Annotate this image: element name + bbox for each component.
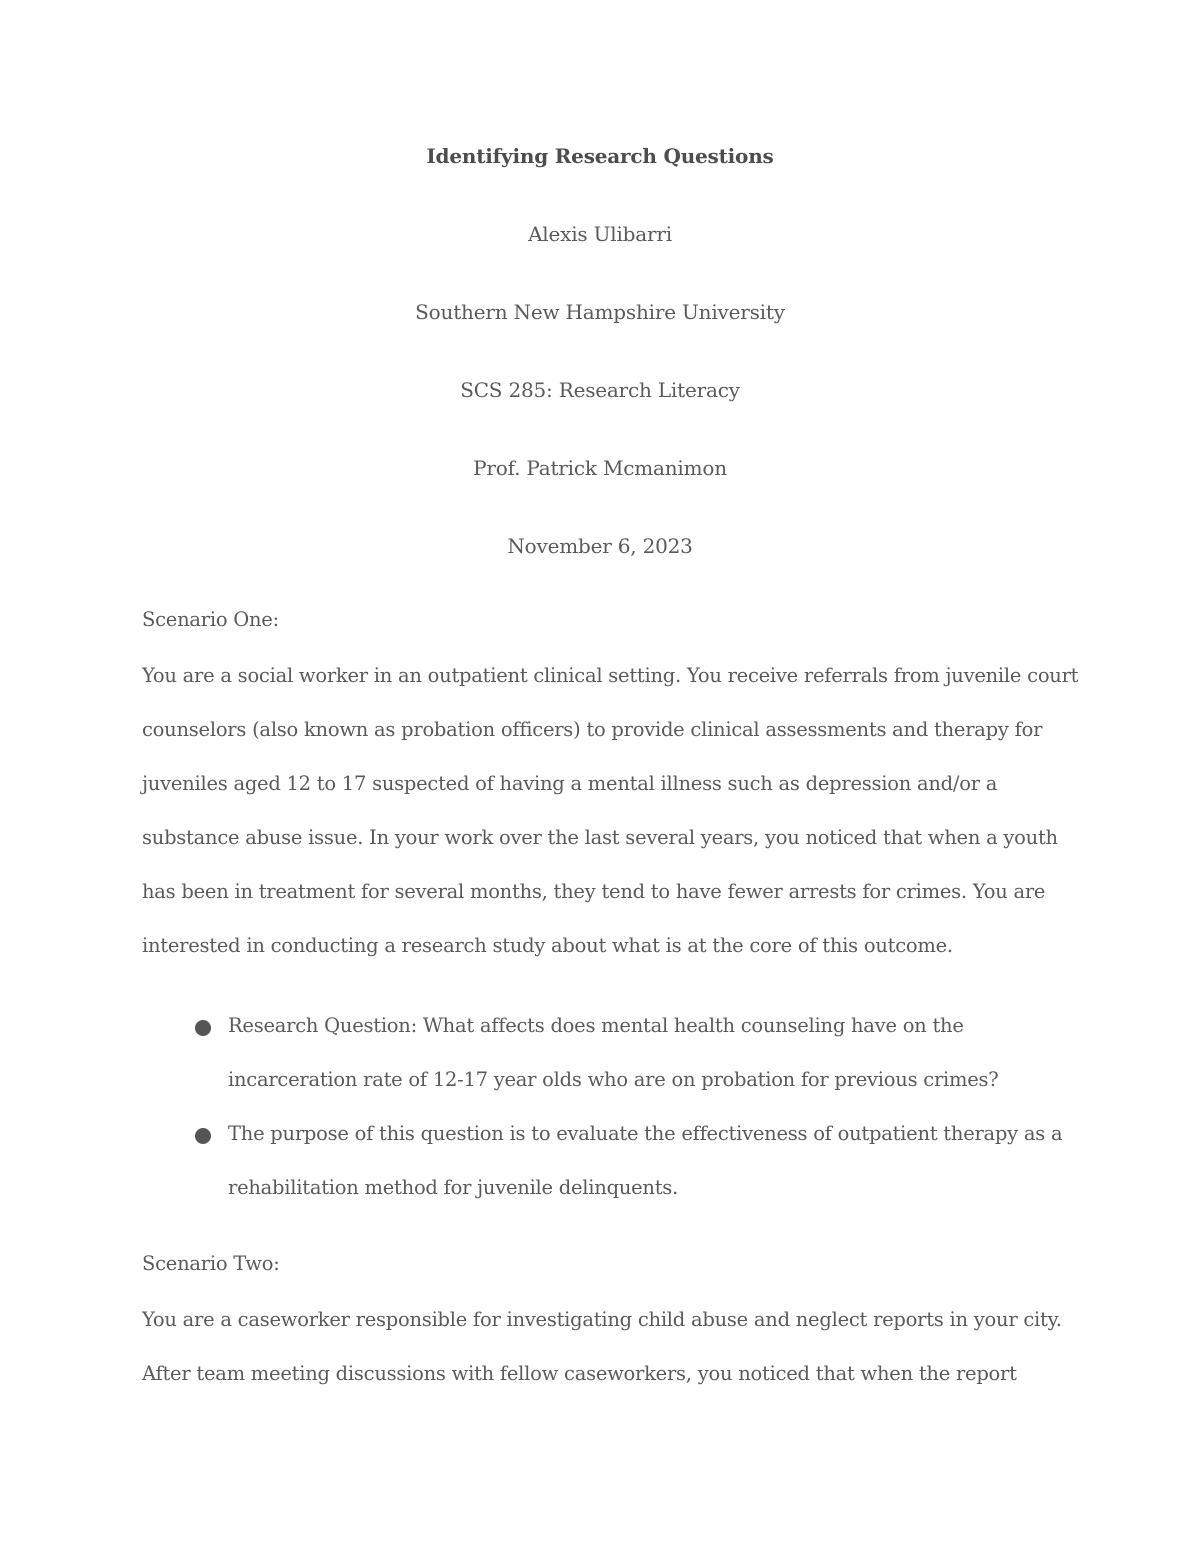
bullet-line: Research Question: What affects does mental health counseling have on the: [228, 1014, 964, 1037]
course-name: SCS 285: Research Literacy: [460, 378, 740, 402]
scenario-one-bullet-list: [195, 1012, 1063, 1228]
bullet-dot-icon: [195, 1128, 211, 1144]
paragraph-line: has been in treatment for several months, they tend to have fewer arrests for crimes. You are: [142, 880, 1046, 903]
document-title: Identifying Research Questions: [426, 144, 774, 168]
paragraph-line: After team meeting discussions with fellow caseworkers, you noticed that when the report: [142, 1362, 1017, 1385]
scenario-two-heading: Scenario Two:: [142, 1252, 280, 1275]
paragraph-line: You are a caseworker responsible for investigating child abuse and neglect reports in your city.: [142, 1308, 1062, 1331]
paragraph-line: You are a social worker in an outpatient clinical setting. You receive referrals from juvenile court: [142, 664, 1079, 687]
professor-name: Prof. Patrick Mcmanimon: [473, 456, 727, 480]
bullet-line: rehabilitation method for juvenile delinquents.: [228, 1176, 679, 1199]
bullet-item-research-question: [195, 1012, 1055, 1120]
scenario-one-paragraph: [142, 662, 1079, 986]
bullet-line: incarceration rate of 12-17 year olds who are on probation for previous crimes?: [228, 1068, 999, 1091]
paragraph-line: juveniles aged 12 to 17 suspected of having a mental illness such as depression and/or a: [142, 772, 998, 795]
bullet-dot-icon: [195, 1020, 211, 1036]
author-name: Alexis Ulibarri: [528, 222, 672, 246]
bullet-line: The purpose of this question is to evaluate the effectiveness of outpatient therapy as a: [228, 1122, 1063, 1145]
title-block: [0, 140, 1200, 608]
paragraph-line: counselors (also known as probation officers) to provide clinical assessments and therapy for: [142, 718, 1043, 741]
document-date: November 6, 2023: [507, 534, 693, 558]
scenario-two-paragraph: [142, 1306, 1072, 1414]
bullet-item-purpose: [195, 1120, 1063, 1228]
institution-name: Southern New Hampshire University: [415, 300, 785, 324]
scenario-one-heading: Scenario One:: [142, 608, 279, 631]
paragraph-line: interested in conducting a research study about what is at the core of this outcome.: [142, 934, 953, 957]
paragraph-line: substance abuse issue. In your work over the last several years, you noticed that when a youth: [142, 826, 1058, 849]
